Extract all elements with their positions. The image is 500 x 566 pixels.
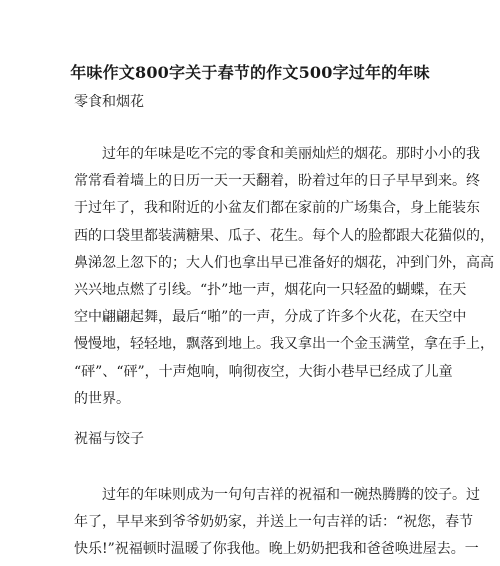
paragraph-line: 兴兴地点燃了引线。“扑”地一声，烟花向一只轻盈的蝴蝶，在天 — [74, 281, 467, 298]
paragraph-line: 的世界。 — [74, 390, 130, 407]
section-heading-snacks-fireworks: 零食和烟花 — [74, 94, 144, 110]
paragraph-snacks-fireworks — [74, 141, 494, 413]
document-title: 年味作文800字关于春节的作文500字过年的年味 — [70, 63, 430, 82]
paragraph-line: 空中翩翩起舞，最后“啪”的一声，分成了许多个火花，在天空中 — [74, 309, 467, 326]
paragraph-line: 于过年了，我和附近的小盆友们都在家前的广场集合，身上能装东 — [74, 200, 480, 217]
paragraph-line: 快乐!”祝福顿时温暖了你我他。晚上奶奶把我和爸爸唤进屋去。一 — [74, 541, 479, 558]
paragraph-line: 过年的年味是吃不完的零食和美丽灿烂的烟花。那时小小的我 — [74, 146, 480, 162]
section-heading-blessings-dumplings: 祝福与饺子 — [74, 431, 144, 447]
paragraph-line: 西的口袋里都装满糖果、瓜子、花生。每个人的脸都跟大花猫似的， — [74, 227, 494, 244]
paragraph-line: 慢慢地，轻轻地，飘落到地上。我又拿出一个金玉满堂，拿在手上， — [74, 336, 494, 353]
paragraph-line: 年了，早早来到爷爷奶奶家，并送上一句吉祥的话：“祝您，春节 — [74, 514, 474, 531]
paragraph-blessings-dumplings — [74, 482, 480, 564]
paragraph-line: 鼻涕忽上忽下的；大人们也拿出早已准备好的烟花，冲到门外，高高 — [74, 254, 494, 271]
paragraph-line: 常常看着墙上的日历一天一天翻着，盼着过年的日子早早到来。终 — [74, 173, 480, 190]
paragraph-line: 过年的年味则成为一句句吉祥的祝福和一碗热腾腾的饺子。过 — [74, 487, 480, 503]
paragraph-line: “砰”、“砰”，十声炮响，响彻夜空，大街小巷早已经成了儿童 — [74, 363, 453, 380]
